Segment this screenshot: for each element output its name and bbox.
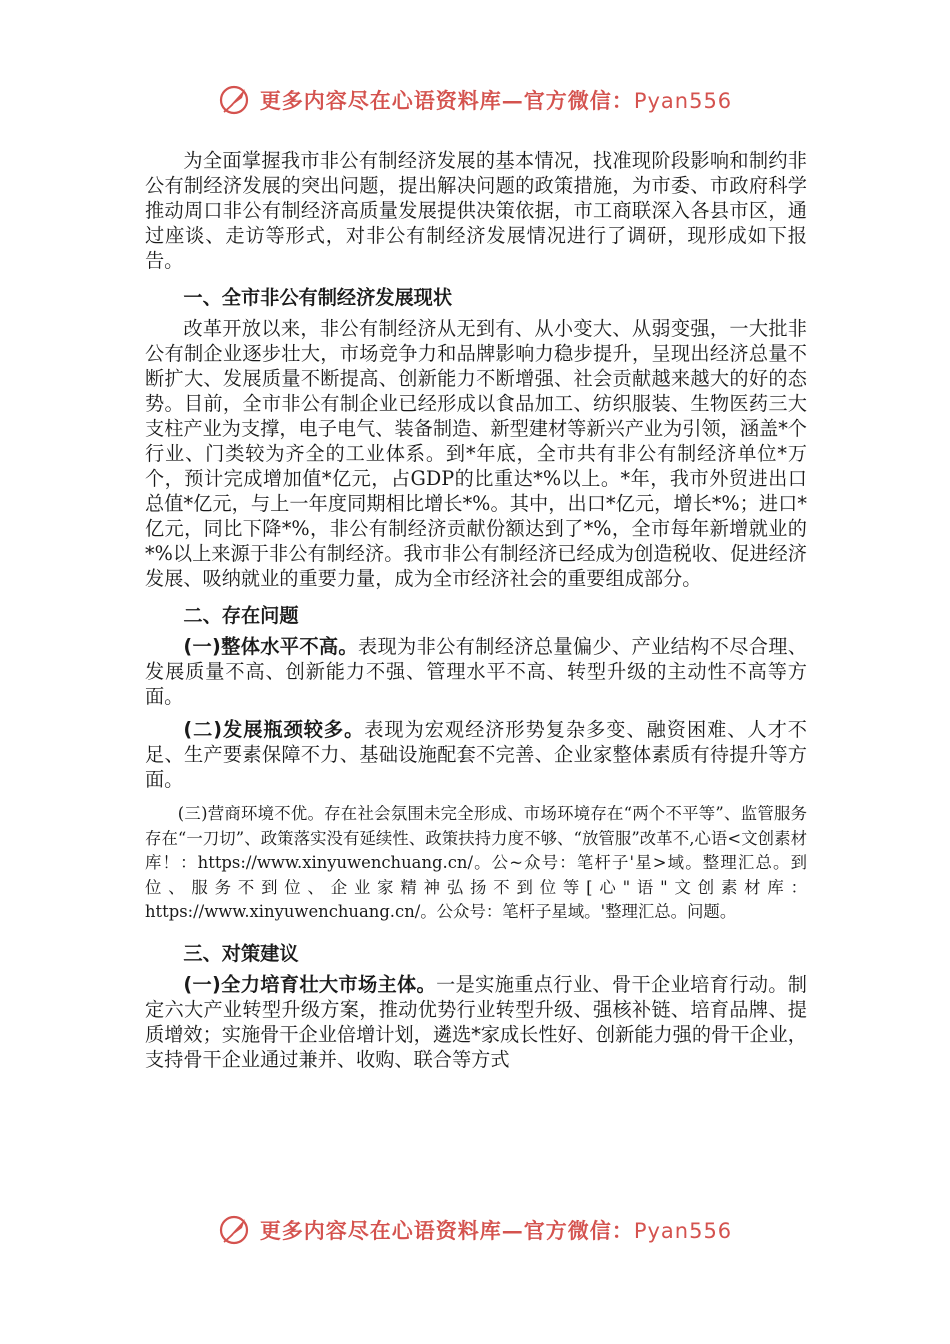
problem-item-1 — [145, 634, 807, 709]
banner-text: 更多内容尽在心语资料库—官方微信：Pyan556 — [259, 88, 733, 113]
section2-heading: 二、存在问题 — [183, 604, 299, 627]
wechat-id: Pyan556 — [633, 89, 733, 113]
problem-item-2 — [145, 717, 807, 792]
banner-text: 更多内容尽在心语资料库—官方微信：Pyan556 — [259, 1218, 733, 1243]
suggestion-item-1 — [145, 972, 807, 1072]
suggestion-item-1-lead: (一)全力培育壮大市场主体。 — [183, 972, 437, 996]
problem-item-2-text: 表现为宏观经济形势复杂多变、融资困难、人才不足、生产要素保障不力、基础设施配套不完善、企业家整体素质有待提升等方面。 — [145, 718, 807, 791]
header-banner — [0, 82, 950, 118]
section1-paragraph: 改革开放以来，非公有制经济从无到有、从小变大、从弱变强，一大批非公有制企业逐步壮大，市场竞争力和品牌影响力稳步提升，呈现出经济总量不断扩大、发展质量不断提高、创新能力不断增强、社会贡献越来越大的好的态势。目前，全市非公有制企业已经形成以食品加工、纺织服装、生物医药三大支柱产业为支撑，电子电气、装备制造、新型建材等新兴产业为引领，涵盖*个行业、门类较为齐全的工业体系。到*年底，全市共有非公有制经济单位*万个，预计完成增加值*亿元，占GDP的比重达*%以上。*年，我市外贸进出口总值*亿元，与上一年度同期相比增长*%。其中，出口*亿元，增长*%；进口*亿元，同比下降*%，非公有制经济贡献份额达到了*%，全市每年新增就业的*%以上来源于非公有制经济。我市非公有制经济已经成为创造税收、促进经济发展、吸纳就业的重要力量，成为全市经济社会的重要组成部分。 — [145, 317, 807, 590]
footer-banner — [0, 1212, 950, 1248]
quill-logo-icon — [218, 1213, 252, 1247]
problem-item-1-text: 表现为非公有制经济总量偏少、产业结构不尽合理、发展质量不高、创新能力不强、管理水平不高、转型升级的主动性不高等方面。 — [145, 635, 807, 708]
suggestion-item-1-text: 一是实施重点行业、骨干企业培育行动。制定六大产业转型升级方案，推动优势行业转型升级、强核补链、培育品牌、提质增效；实施骨干企业倍增计划，遴选*家成长性好、创新能力强的骨干企业，支持骨干企业通过兼并、收购、联合等方式 — [145, 972, 807, 1071]
section3-heading: 三、对策建议 — [183, 941, 299, 965]
quill-logo-icon — [218, 83, 252, 117]
intro-paragraph: 为全面掌握我市非公有制经济发展的基本情况，找准现阶段影响和制约非公有制经济发展的突出问题，提出解决问题的政策措施，为市委、市政府科学推动周口非公有制经济高质量发展提供决策依据，市工商联深入各县市区，通过座谈、走访等形式，对非公有制经济发展情况进行了调研，现形成如下报告。 — [145, 149, 807, 272]
problem-item-1-lead: (一)整体水平不高。 — [183, 635, 358, 658]
document-body — [145, 148, 807, 1072]
problem-item-2-lead: (二)发展瓶颈较多。 — [183, 718, 365, 741]
wechat-id: Pyan556 — [633, 1219, 733, 1243]
section1-heading: 一、全市非公有制经济发展现状 — [183, 286, 453, 309]
problem-item-3: (三)营商环境不优。存在社会氛围未完全形成、市场环境存在“两个不平等”、监管服务存在“一刀切”、政策落实没有延续性、政策扶持力度不够、“放管服”改革不,心语<文创素材库！：https://www.xinyuwenchuang.cn/。公~众号：笔杆子'星>域。整理汇总。到位、服务不到位、企业家精神弘扬不到位等[心"语"文创素材库：https://www.xinyuwenchuang.cn/。公众号：笔杆子星域。'整理汇总。问题。 — [145, 804, 807, 921]
